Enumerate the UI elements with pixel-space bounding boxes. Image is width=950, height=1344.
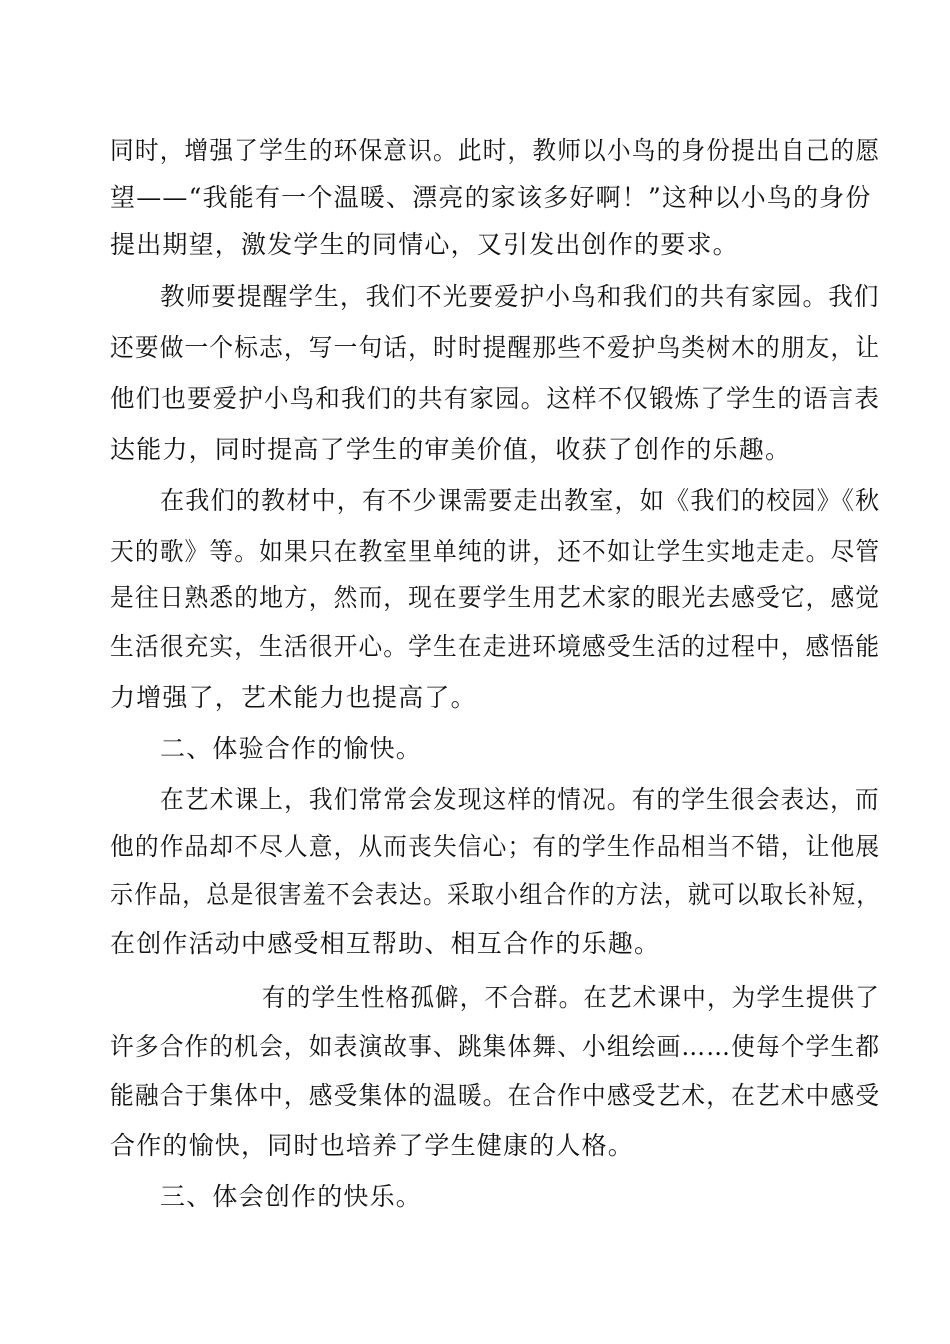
text-line: 望——“我能有一个温暖、漂亮的家该多好啊！”这种以小鸟的身份 <box>110 183 872 212</box>
text-line: 力增强了，艺术能力也提高了。 <box>110 683 477 712</box>
section-heading: 二、体验合作的愉快。 <box>160 734 423 763</box>
section-heading: 三、体会创作的快乐。 <box>160 1182 423 1211</box>
text-line: 天的歌》等。如果只在教室里单纯的讲，还不如让学生实地走走。尽管 <box>110 537 881 566</box>
text-line: 能融合于集体中，感受集体的温暖。在合作中感受艺术，在艺术中感受 <box>110 1081 881 1110</box>
text-line: 教师要提醒学生，我们不光要爱护小鸟和我们的共有家园。我们 <box>160 282 880 311</box>
text-line: 生活很充实，生活很开心。学生在走进环境感受生活的过程中，感悟能 <box>110 632 881 661</box>
text-line: 许多合作的机会，如表演故事、跳集体舞、小组绘画……使每个学生都 <box>110 1032 881 1061</box>
text-line: 在我们的教材中，有不少课需要走出教室，如《我们的校园》《秋 <box>160 486 881 515</box>
text-line: 有的学生性格孤僻，不合群。在艺术课中，为学生提供了 <box>262 983 881 1012</box>
text-line: 他的作品却不尽人意，从而丧失信心；有的学生作品相当不错，让他展 <box>110 832 881 861</box>
text-line: 在艺术课上，我们常常会发现这样的情况。有的学生很会表达，而 <box>160 785 880 814</box>
text-line: 同时，增强了学生的环保意识。此时，教师以小鸟的身份提出自己的愿 <box>110 136 881 165</box>
text-line: 是往日熟悉的地方，然而，现在要学生用艺术家的眼光去感受它，感觉 <box>110 583 881 612</box>
text-line: 示作品，总是很害羞不会表达。采取小组合作的方法，就可以取长补短， <box>110 880 881 909</box>
text-line: 还要做一个标志，写一句话，时时提醒那些不爱护鸟类树木的朋友，让 <box>110 333 881 362</box>
text-line: 他们也要爱护小鸟和我们的共有家园。这样不仅锻炼了学生的语言表 <box>110 384 881 413</box>
text-line: 提出期望，激发学生的同情心，又引发出创作的要求。 <box>110 230 739 259</box>
text-line: 合作的愉快，同时也培养了学生健康的人格。 <box>110 1131 635 1160</box>
text-line: 在创作活动中感受相互帮助、相互合作的乐趣。 <box>110 929 661 958</box>
text-line: 达能力，同时提高了学生的审美价值，收获了创作的乐趣。 <box>110 435 792 464</box>
